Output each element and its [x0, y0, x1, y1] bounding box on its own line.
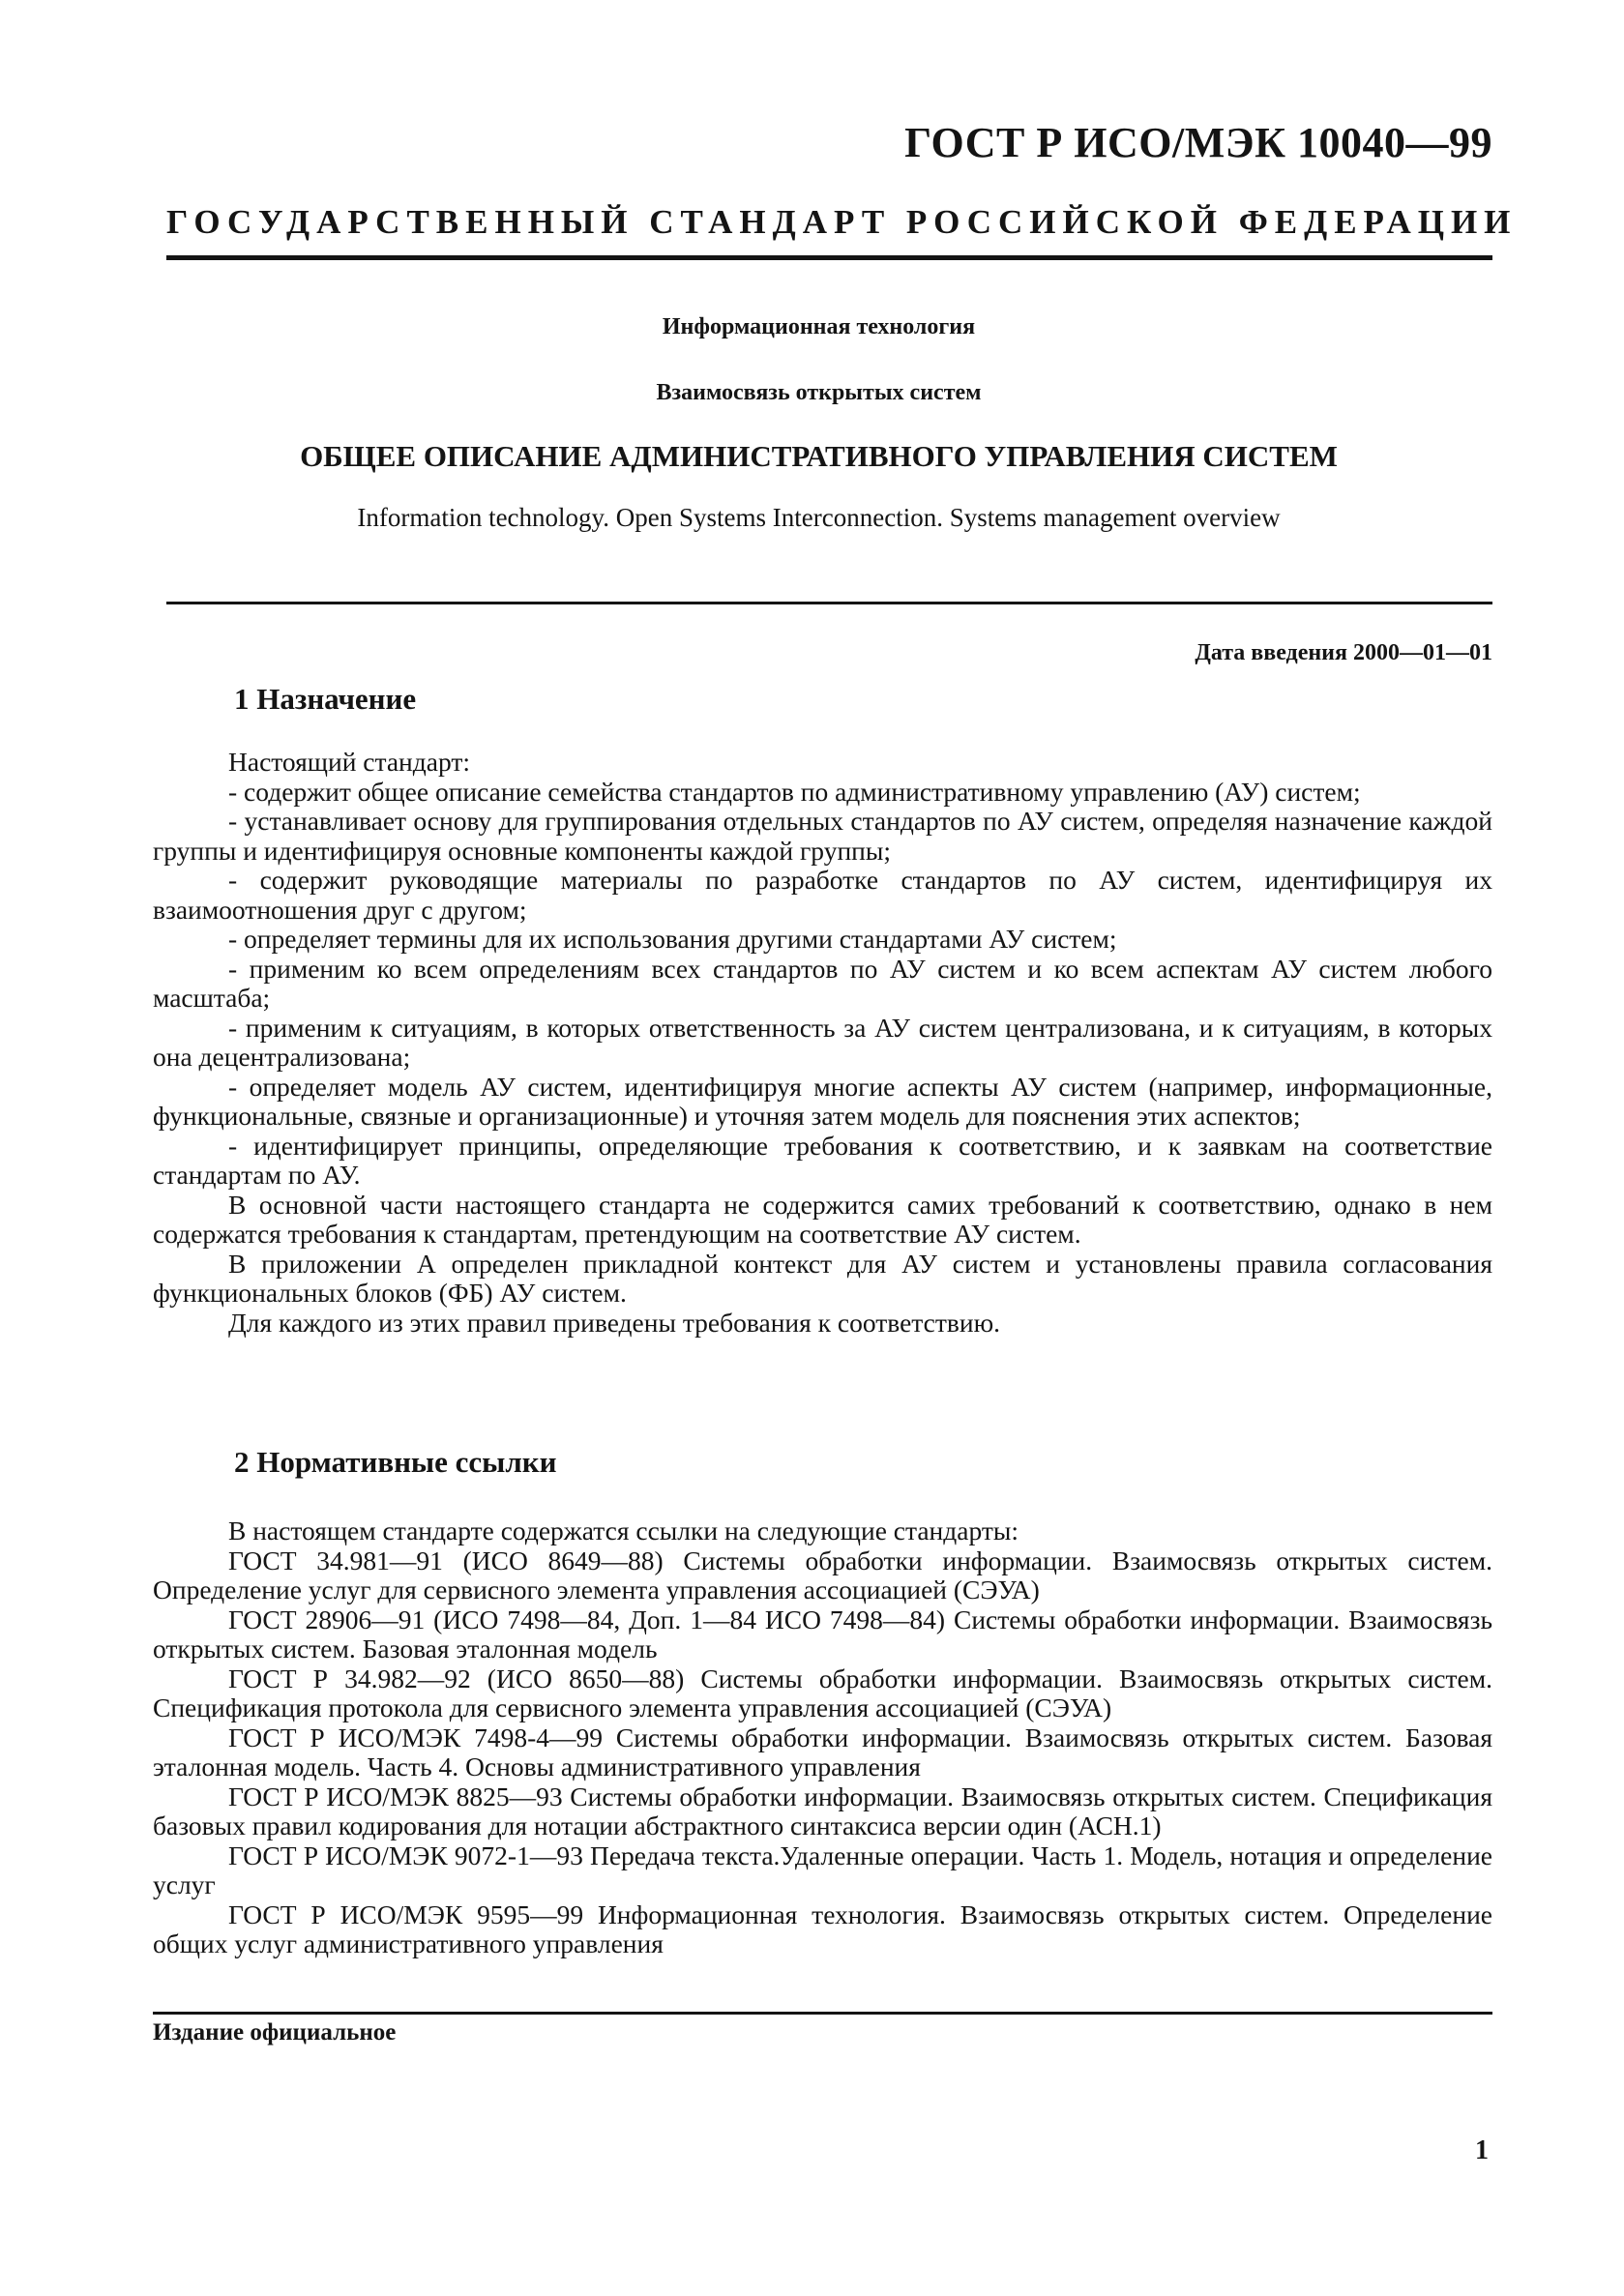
state-standard-banner: ГОСУДАРСТВЕННЫЙ СТАНДАРТ РОССИЙСКОЙ ФЕДЕРАЦИИ: [166, 203, 1518, 241]
subtitle-osi: Взаимосвязь открытых систем: [656, 380, 982, 405]
document-title: ОБЩЕЕ ОПИСАНИЕ АДМИНИСТРАТИВНОГО УПРАВЛЕНИЯ СИСТЕМ: [300, 439, 1338, 473]
introduction-date: Дата введения 2000—01—01: [1195, 640, 1492, 665]
paragraph: В настоящем стандарте содержатся ссылки на следующие стандарты:: [228, 1516, 1019, 1545]
title-rule: [166, 602, 1492, 604]
english-title: Information technology. Open Systems Interconnection. Systems management overview: [357, 503, 1281, 532]
reference-item: ГОСТ Р ИСО/МЭК 8825—93 Системы обработки информации. Взаимосвязь открытых систем. Спецификация базовых правил кодирования для нотации абстрактного синтаксиса версии один (АСН.1): [153, 1781, 1492, 1840]
list-item: - применим ко всем определениям всех стандартов по АУ систем и ко всем аспектам АУ систем любого масштаба;: [153, 953, 1492, 1013]
list-item: - содержит общее описание семейства стандартов по административному управлению (АУ) систем;: [228, 776, 1361, 807]
list-item: - определяет термины для их использования другими стандартами АУ систем;: [228, 924, 1117, 954]
paragraph: Для каждого из этих правил приведены требования к соответствию.: [228, 1307, 1000, 1338]
list-item: - устанавливает основу для группирования отдельных стандартов по АУ систем, определяя назначение каждой группы и идентифицируя основные компоненты каждой группы;: [153, 806, 1492, 866]
list-item: - применим к ситуациям, в которых ответственность за АУ систем централизована, и к ситуациям, в которых она децентрализована;: [153, 1012, 1492, 1072]
reference-item: ГОСТ 34.981—91 (ИСО 8649—88) Системы обработки информации. Взаимосвязь открытых систем. Определение услуг для сервисного элемента управления ассоциацией (СЭУА): [153, 1545, 1492, 1604]
list-item: - содержит руководящие материалы по разработке стандартов по АУ систем, идентифицируя их взаимоотношения друг с другом;: [153, 865, 1492, 925]
section-1-heading: 1 Назначение: [234, 682, 417, 716]
paragraph: Настоящий стандарт:: [228, 747, 471, 777]
reference-item: ГОСТ Р ИСО/МЭК 7498-4—99 Системы обработки информации. Взаимосвязь открытых систем. Базовая эталонная модель. Часть 4. Основы административного управления: [153, 1722, 1492, 1781]
reference-item: ГОСТ Р ИСО/МЭК 9595—99 Информационная технология. Взаимосвязь открытых систем. Определение общих услуг административного управления: [153, 1899, 1492, 1958]
list-item: - идентифицирует принципы, определяющие требования к соответствию, и к заявкам на соответствие стандартам по АУ.: [153, 1130, 1492, 1190]
section-1-body: [153, 748, 1492, 1338]
paragraph: В основной части настоящего стандарта не содержится самих требований к соответствию, однако в нем содержатся требования к стандартам, претендующим на соответствие АУ систем.: [153, 1189, 1492, 1249]
footer-rule: [153, 2012, 1492, 2015]
list-item: - определяет модель АУ систем, идентифицируя многие аспекты АУ систем (например, информационные, функциональные, связные и организационные) и уточняя затем модель для пояснения этих аспектов;: [153, 1071, 1492, 1131]
subtitle-information-technology: Информационная технология: [662, 314, 976, 339]
official-edition-label: Издание официальное: [153, 2019, 397, 2046]
section-2-heading: 2 Нормативные ссылки: [234, 1445, 557, 1479]
reference-item: ГОСТ Р 34.982—92 (ИСО 8650—88) Системы обработки информации. Взаимосвязь открытых систем. Спецификация протокола для сервисного элемента управления ассоциацией (СЭУА): [153, 1663, 1492, 1722]
page-number: 1: [1475, 2135, 1489, 2165]
header-rule: [166, 255, 1492, 260]
reference-item: ГОСТ Р ИСО/МЭК 9072-1—93 Передача текста.Удаленные операции. Часть 1. Модель, нотация и определение услуг: [153, 1840, 1492, 1899]
reference-item: ГОСТ 28906—91 (ИСО 7498—84, Доп. 1—84 ИСО 7498—84) Системы обработки информации. Взаимосвязь открытых систем. Базовая эталонная модель: [153, 1604, 1492, 1663]
paragraph: В приложении А определен прикладной контекст для АУ систем и установлены правила согласования функциональных блоков (ФБ) АУ систем.: [153, 1248, 1492, 1308]
section-2-body: [153, 1516, 1492, 1959]
gost-code: ГОСТ Р ИСО/МЭК 10040—99: [904, 119, 1492, 166]
